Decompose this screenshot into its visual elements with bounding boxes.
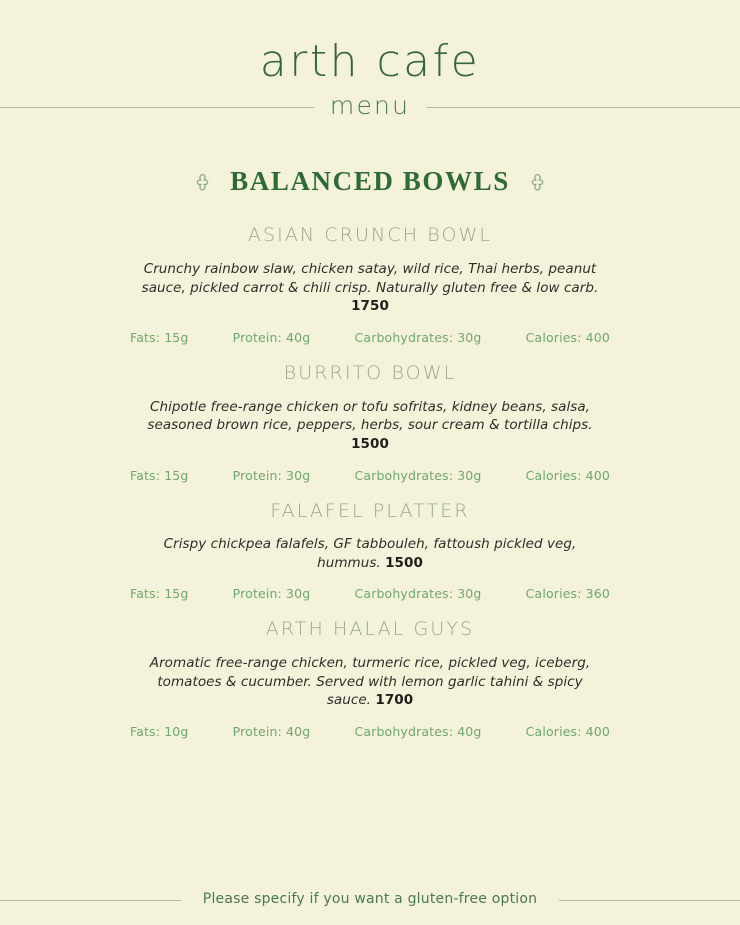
divider-line-right: [426, 107, 740, 108]
menu-item-description-text: Chipotle free-range chicken or tofu sofritas, kidney beans, salsa, seasoned brown rice, peppers, herbs, sour cream & tortilla chips.: [147, 398, 593, 434]
nutrition-value: Protein: 30g: [232, 586, 311, 602]
brand-title: arth cafe: [259, 36, 481, 87]
menu-item: [0, 617, 740, 739]
nutrition-value: Calories: 360: [525, 586, 610, 602]
section-heading: [0, 166, 740, 197]
nutrition-value: Calories: 400: [525, 329, 610, 345]
menu-item-description: [135, 260, 605, 316]
menu-item-name: BURRITO BOWL: [283, 361, 457, 384]
nutrition-value: Fats: 10g: [130, 724, 189, 740]
menu-item-description: [135, 654, 605, 710]
nutrition-row: [130, 724, 610, 739]
content-spacer: [0, 755, 740, 884]
menu-item-name: ASIAN CRUNCH BOWL: [247, 224, 493, 247]
footer-divider: [0, 893, 740, 907]
nutrition-row: [130, 330, 610, 345]
nutrition-value: Carbohydrates: 30g: [354, 329, 482, 345]
menu-item-name: FALAFEL PLATTER: [270, 499, 470, 522]
nutrition-value: Protein: 30g: [232, 467, 311, 483]
page-footer: [0, 884, 740, 925]
nutrition-value: Protein: 40g: [232, 724, 311, 740]
menu-item-price: 1500: [385, 554, 423, 571]
menu-item-price: 1750: [351, 298, 389, 315]
divider-line-left: [0, 107, 314, 108]
nutrition-value: Carbohydrates: 30g: [354, 586, 482, 602]
nutrition-value: Calories: 400: [525, 724, 610, 740]
menu-item-description-text: Crispy chickpea falafels, GF tabbouleh, fattoush pickled veg, hummus.: [163, 536, 577, 571]
nutrition-value: Fats: 15g: [130, 329, 189, 345]
footer-line-right: [559, 900, 740, 901]
menu-item: [0, 361, 740, 483]
section-balanced-bowls: [0, 166, 740, 755]
menu-subtitle: menu: [329, 91, 411, 121]
quatrefoil-ornament-icon-left: [193, 172, 212, 191]
section-title: BALANCED BOWLS: [230, 166, 510, 197]
nutrition-value: Fats: 15g: [130, 467, 189, 483]
menu-item-description-text: Crunchy rainbow slaw, chicken satay, wild rice, Thai herbs, peanut sauce, pickled carrot & chili crisp. Naturally gluten free & low carb.: [141, 261, 599, 296]
footer-line-left: [0, 900, 181, 901]
nutrition-value: Carbohydrates: 30g: [354, 467, 482, 483]
nutrition-value: Carbohydrates: 40g: [354, 724, 482, 740]
menu-item-price: 1700: [375, 692, 414, 709]
gluten-free-note: Please specify if you want a gluten-free option: [202, 891, 538, 907]
quatrefoil-ornament-icon-right: [528, 172, 547, 191]
page-header: [0, 0, 740, 120]
nutrition-value: Protein: 40g: [232, 329, 311, 345]
menu-item-list: [0, 223, 740, 739]
menu-item-description: [135, 535, 605, 572]
menu-item: [0, 223, 740, 345]
nutrition-value: Calories: 400: [525, 467, 610, 483]
nutrition-value: Fats: 15g: [130, 586, 189, 602]
nutrition-row: [130, 468, 610, 483]
header-divider: [0, 91, 740, 121]
menu-item-description-text: Aromatic free-range chicken, turmeric rice, pickled veg, iceberg, tomatoes & cucumber. Served with lemon garlic tahini & spicy sauce.: [149, 655, 591, 709]
menu-item-description: [135, 398, 605, 454]
menu-item: [0, 499, 740, 602]
menu-item-name: ARTH HALAL GUYS: [265, 618, 475, 641]
menu-item-price: 1500: [351, 435, 389, 452]
nutrition-row: [130, 586, 610, 601]
